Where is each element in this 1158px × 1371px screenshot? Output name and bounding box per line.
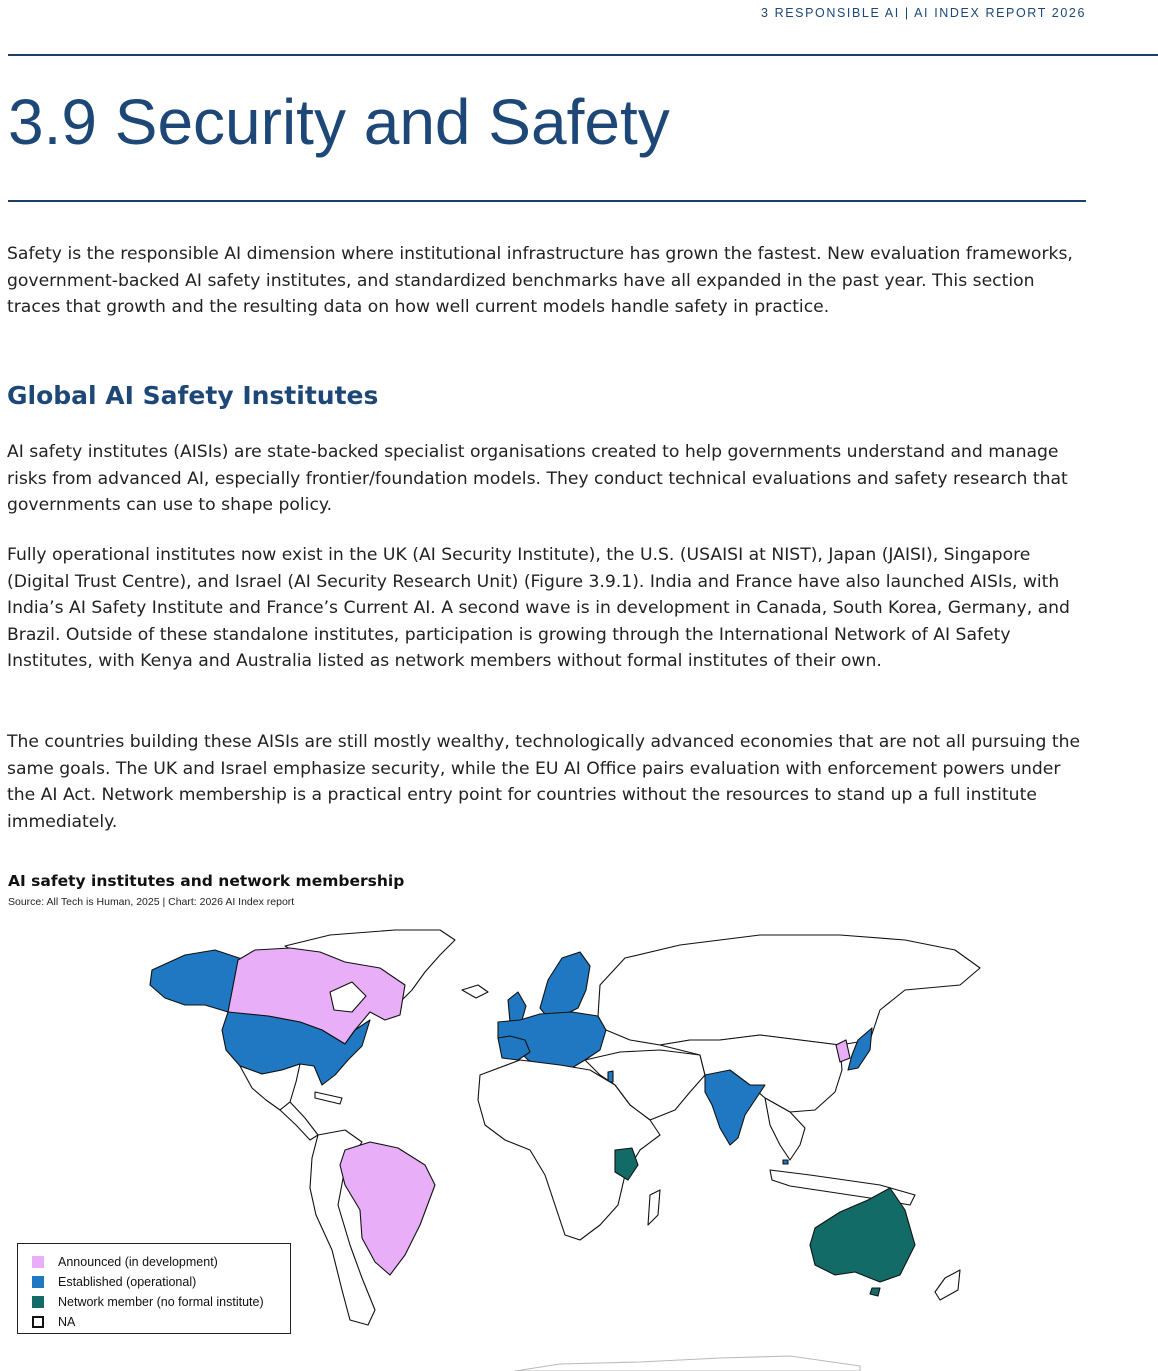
legend-label: Announced (in development) — [58, 1255, 218, 1269]
country-israel — [608, 1071, 613, 1082]
running-header: 3 RESPONSIBLE AI | AI INDEX REPORT 2026 — [760, 6, 1086, 20]
region-antarctica — [515, 1356, 860, 1371]
country-brazil — [340, 1142, 435, 1275]
map-legend — [17, 1243, 291, 1334]
region-caribbean — [315, 1092, 342, 1104]
section-title: 3.9 Security and Safety — [8, 86, 670, 158]
country-united-kingdom — [508, 992, 526, 1022]
legend-item-na — [32, 1312, 290, 1332]
legend-swatch-na — [32, 1316, 44, 1328]
legend-label: Network member (no formal institute) — [58, 1295, 264, 1309]
figure-title: AI safety institutes and network membership — [8, 872, 405, 890]
figure-source: Source: All Tech is Human, 2025 | Chart: 2026 AI Index report — [8, 896, 295, 908]
region-russia — [598, 935, 980, 1045]
subsection-heading: Global AI Safety Institutes — [7, 381, 379, 410]
country-madagascar — [648, 1190, 660, 1225]
top-rule — [8, 54, 1158, 56]
country-scandinavia — [540, 952, 590, 1018]
country-tasmania — [870, 1288, 880, 1296]
region-central-america — [280, 1102, 318, 1140]
country-new-zealand — [935, 1270, 960, 1300]
country-iceland — [462, 985, 488, 998]
legend-label: Established (operational) — [58, 1275, 197, 1289]
legend-label: NA — [58, 1315, 76, 1329]
legend-swatch-announced — [32, 1256, 44, 1268]
legend-item-established — [32, 1272, 290, 1292]
legend-item-network — [32, 1292, 290, 1312]
intro-paragraph: Safety is the responsible AI dimension where institutional infrastructure has grown the fastest. New evaluation frameworks, government-backed AI safety institutes, and standardized benchmarks have all expanded in the past year. This section traces that growth and the resulting data on how well current models handle safety in practice. — [7, 244, 1073, 317]
body-paragraph-1: AI safety institutes (AISIs) are state-backed specialist organisations created to help governments understand and manage risks from advanced AI, especially frontier/foundation models. They conduct technical evaluations and safety research that governments can use to shape policy. — [7, 442, 1068, 515]
country-singapore — [783, 1160, 788, 1164]
legend-item-announced — [32, 1252, 290, 1272]
title-rule — [8, 200, 1086, 202]
legend-swatch-network — [32, 1296, 44, 1308]
legend-swatch-established — [32, 1276, 44, 1288]
country-australia — [810, 1188, 915, 1282]
body-paragraph-2: Fully operational institutes now exist in the UK (AI Security Institute), the U.S. (USAISI at NIST), Japan (JAISI), Singapore (Digital Trust Centre), and Israel (AI Security Research Unit) (Figure 3.9.1). India and France have also launched AISIs, with India’s AI Safety Institute and France’s Current AI. A second wave is in development in Canada, South Korea, Germany, and Brazil. Outside of these standalone institutes, participation is growing through the International Network of AI Safety Institutes, with Kenya and Australia listed as network members without formal institutes of their own. — [7, 545, 1070, 671]
body-paragraph-3: The countries building these AISIs are still mostly wealthy, technologically advanced economies that are not all pursuing the same goals. The UK and Israel emphasize security, while the EU AI Office pairs evaluation with enforcement powers under the AI Act. Network membership is a practical entry point for countries without the resources to stand up a full institute immediately. — [7, 732, 1081, 832]
